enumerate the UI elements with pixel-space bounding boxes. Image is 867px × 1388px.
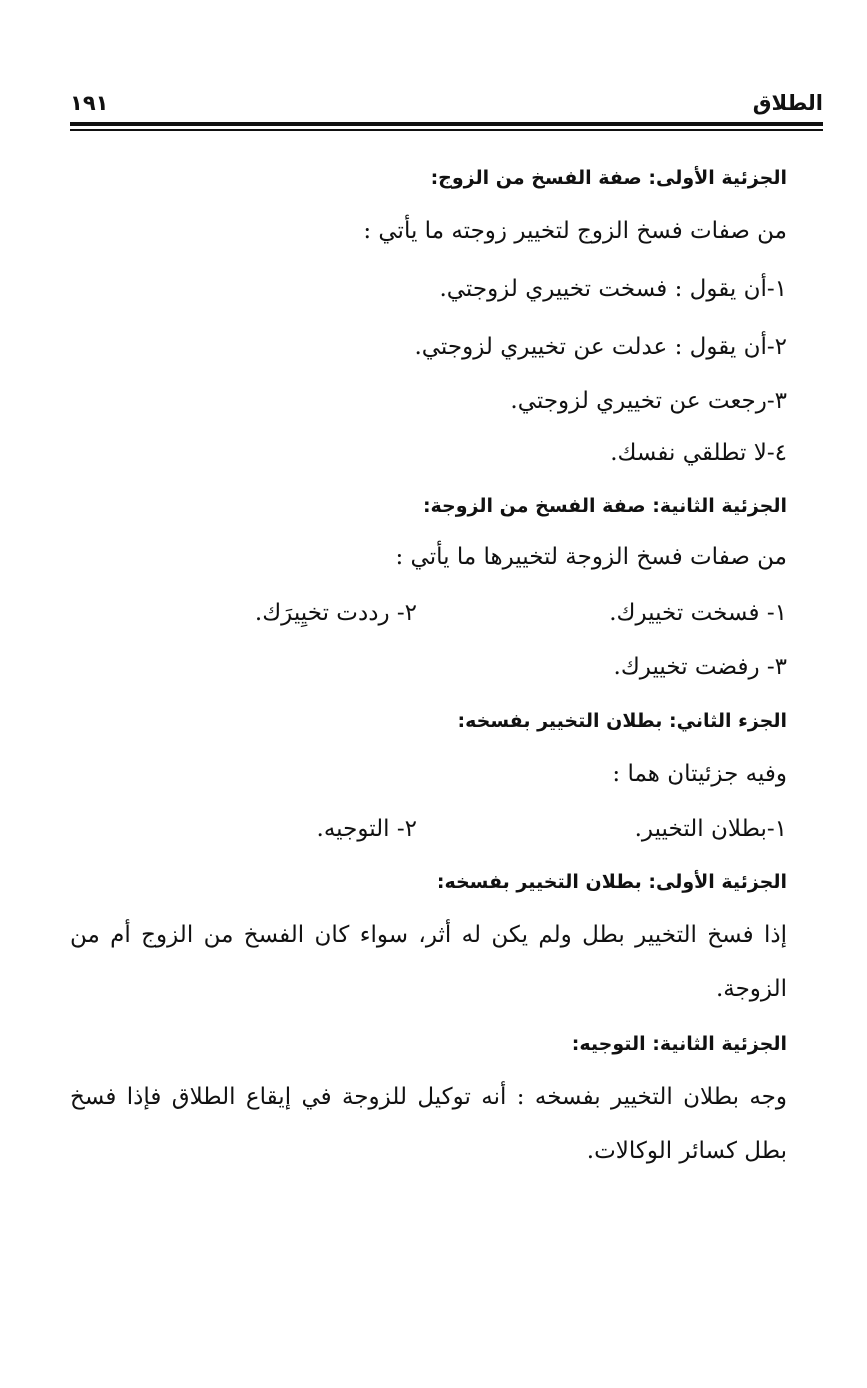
list-item: ٢- التوجيه. bbox=[316, 816, 417, 842]
list-item: ٤-لا تطلقي نفسك. bbox=[610, 440, 787, 466]
list-item: ٣- رفضت تخييرك. bbox=[613, 654, 787, 680]
paragraph-line: وفيه جزئيتان هما : bbox=[612, 761, 787, 787]
header-rule-thin bbox=[70, 129, 823, 131]
paragraph-line: وجه بطلان التخيير بفسخه : أنه توكيل للزوجة في إيقاع الطلاق فإذا فسخ bbox=[70, 1084, 787, 1110]
paragraph-line: إذا فسخ التخيير بطل ولم يكن له أثر، سواء كان الفسخ من الزوج أم من bbox=[70, 922, 787, 948]
subsection-heading-wife-options-husband: الجزئية الأولى: صفة الفسخ من الزوج: bbox=[430, 167, 787, 189]
subsection-heading-wife: الجزئية الثانية: صفة الفسخ من الزوجة: bbox=[422, 495, 787, 517]
page-header bbox=[70, 88, 823, 120]
header-rule-thick bbox=[70, 122, 823, 126]
list-item: ١- فسخت تخييرك. bbox=[609, 600, 787, 626]
paragraph-line: الزوجة. bbox=[715, 976, 787, 1002]
section-heading: الجزء الثاني: بطلان التخيير بفسخه: bbox=[457, 710, 787, 732]
list-item: ١-بطلان التخيير. bbox=[634, 816, 787, 842]
subsection-heading: الجزئية الأولى: بطلان التخيير بفسخه: bbox=[436, 871, 787, 893]
paragraph-line: من صفات فسخ الزوج لتخيير زوجته ما يأتي : bbox=[363, 218, 787, 244]
paragraph-line: بطل كسائر الوكالات. bbox=[586, 1138, 787, 1164]
running-title: الطلاق bbox=[752, 91, 823, 115]
list-item: ٣-رجعت عن تخييري لزوجتي. bbox=[510, 388, 787, 414]
list-item: ٢-أن يقول : عدلت عن تخييري لزوجتي. bbox=[414, 334, 787, 360]
list-item: ١-أن يقول : فسخت تخييري لزوجتي. bbox=[439, 276, 787, 302]
paragraph-line: من صفات فسخ الزوجة لتخييرها ما يأتي : bbox=[395, 544, 787, 570]
subsection-heading: الجزئية الثانية: التوجيه: bbox=[571, 1033, 787, 1055]
list-item: ٢- رددت تخيِيرَك. bbox=[254, 600, 417, 626]
page-number: ١٩١ bbox=[70, 91, 109, 115]
